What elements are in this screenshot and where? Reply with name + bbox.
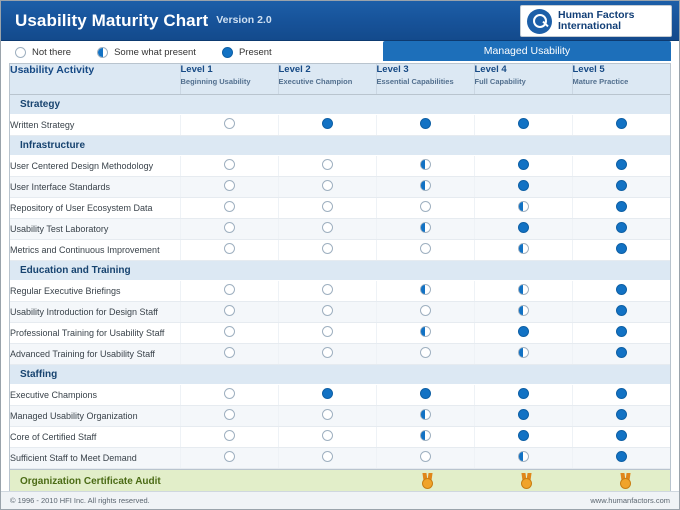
full-circle-icon: [222, 47, 233, 58]
legend-item-present: [222, 47, 272, 58]
maturity-cell-level-2[interactable]: [278, 156, 376, 177]
full-circle-icon: [616, 180, 627, 191]
activity-label: Executive Champions: [10, 385, 180, 406]
activity-label: User Interface Standards: [10, 177, 180, 198]
logo-line-2: International: [558, 20, 622, 32]
table-row: [10, 115, 670, 136]
certificate-medal-icon-level-5: [619, 473, 632, 489]
logo-text: [558, 10, 634, 32]
maturity-cell-level-4[interactable]: [474, 302, 572, 323]
maturity-cell-level-5[interactable]: [572, 156, 670, 177]
half-circle-icon: [518, 284, 529, 295]
column-header-level-3: [376, 64, 474, 95]
copyright-text: © 1996 - 2010 HFI Inc. All rights reserved.: [10, 496, 150, 505]
section-title: Strategy: [10, 95, 670, 115]
maturity-cell-level-4[interactable]: [474, 448, 572, 469]
maturity-cell-level-1[interactable]: [180, 240, 278, 261]
website-text: www.humanfactors.com: [590, 496, 670, 505]
maturity-cell-level-1[interactable]: [180, 219, 278, 240]
level-subtitle: Beginning Usability: [180, 77, 251, 86]
table-row: [10, 281, 670, 302]
maturity-cell-level-2[interactable]: [278, 385, 376, 406]
empty-circle-icon: [322, 305, 333, 316]
empty-circle-icon: [224, 347, 235, 358]
maturity-cell-level-2[interactable]: [278, 219, 376, 240]
maturity-cell-level-5[interactable]: [572, 198, 670, 219]
maturity-cell-level-3[interactable]: [376, 198, 474, 219]
half-circle-icon: [97, 47, 108, 58]
maturity-cell-level-3[interactable]: [376, 219, 474, 240]
full-circle-icon: [616, 451, 627, 462]
maturity-cell-level-1[interactable]: [180, 406, 278, 427]
maturity-cell-level-1[interactable]: [180, 385, 278, 406]
page-title: Usability Maturity Chart: [15, 10, 209, 30]
empty-circle-icon: [224, 243, 235, 254]
maturity-cell-level-5[interactable]: [572, 427, 670, 448]
section-title: Infrastructure: [10, 136, 670, 156]
half-circle-icon: [420, 409, 431, 420]
maturity-cell-level-3[interactable]: [376, 323, 474, 344]
maturity-cell-level-5[interactable]: [572, 448, 670, 469]
managed-usability-banner: Managed Usability: [383, 41, 671, 61]
magnifier-icon: [527, 9, 552, 34]
activity-label: Metrics and Continuous Improvement: [10, 240, 180, 261]
certificate-medal-icon-level-3: [421, 473, 434, 489]
empty-circle-icon: [224, 222, 235, 233]
level-name: Level 1: [180, 64, 213, 75]
maturity-cell-level-4[interactable]: [474, 240, 572, 261]
activity-label: Advanced Training for Usability Staff: [10, 344, 180, 365]
maturity-cell-level-4[interactable]: [474, 427, 572, 448]
company-logo: [520, 5, 672, 37]
level-name: Level 4: [474, 64, 507, 75]
maturity-cell-level-3[interactable]: [376, 427, 474, 448]
maturity-cell-level-1[interactable]: [180, 177, 278, 198]
maturity-cell-level-2[interactable]: [278, 323, 376, 344]
maturity-cell-level-2[interactable]: [278, 344, 376, 365]
full-circle-icon: [420, 388, 431, 399]
empty-circle-icon: [224, 305, 235, 316]
full-circle-icon: [616, 284, 627, 295]
full-circle-icon: [616, 388, 627, 399]
empty-circle-icon: [224, 326, 235, 337]
full-circle-icon: [616, 159, 627, 170]
full-circle-icon: [616, 430, 627, 441]
legend-bar: [1, 41, 679, 63]
level-subtitle: Mature Practice: [572, 77, 629, 86]
full-circle-icon: [518, 159, 529, 170]
maturity-cell-level-5[interactable]: [572, 323, 670, 344]
empty-circle-icon: [224, 284, 235, 295]
empty-circle-icon: [224, 159, 235, 170]
level-name: Level 3: [376, 64, 409, 75]
full-circle-icon: [322, 388, 333, 399]
activity-label: Usability Introduction for Design Staff: [10, 302, 180, 323]
half-circle-icon: [420, 284, 431, 295]
empty-circle-icon: [420, 305, 431, 316]
activity-label: Regular Executive Briefings: [10, 281, 180, 302]
empty-circle-icon: [224, 409, 235, 420]
full-circle-icon: [420, 118, 431, 129]
maturity-cell-level-4[interactable]: [474, 219, 572, 240]
empty-circle-icon: [420, 243, 431, 254]
empty-circle-icon: [224, 118, 235, 129]
empty-circle-icon: [224, 201, 235, 212]
maturity-cell-level-5[interactable]: [572, 219, 670, 240]
maturity-cell-level-1[interactable]: [180, 344, 278, 365]
maturity-table-wrapper: [9, 63, 671, 469]
full-circle-icon: [518, 180, 529, 191]
maturity-cell-level-3[interactable]: [376, 385, 474, 406]
activity-label: Repository of User Ecosystem Data: [10, 198, 180, 219]
maturity-cell-level-3[interactable]: [376, 448, 474, 469]
maturity-cell-level-5[interactable]: [572, 406, 670, 427]
half-circle-icon: [518, 347, 529, 358]
table-row: [10, 219, 670, 240]
empty-circle-icon: [224, 451, 235, 462]
maturity-cell-level-1[interactable]: [180, 156, 278, 177]
legend-item-not-there: [15, 47, 71, 58]
table-row: [10, 177, 670, 198]
activity-label: User Centered Design Methodology: [10, 156, 180, 177]
maturity-cell-level-5[interactable]: [572, 302, 670, 323]
table-row: [10, 240, 670, 261]
organization-certificate-audit-row: [9, 469, 671, 493]
maturity-cell-level-4[interactable]: [474, 406, 572, 427]
version-label: Version 2.0: [216, 14, 272, 26]
legend-label: Not there: [32, 46, 72, 58]
full-circle-icon: [616, 201, 627, 212]
maturity-cell-level-1[interactable]: [180, 198, 278, 219]
level-subtitle: Full Capability: [474, 77, 526, 86]
empty-circle-icon: [15, 47, 26, 58]
column-header-level-2: [278, 64, 376, 95]
activity-label: Professional Training for Usability Staff: [10, 323, 180, 344]
empty-circle-icon: [322, 243, 333, 254]
section-title: Staffing: [10, 365, 670, 385]
empty-circle-icon: [322, 430, 333, 441]
table-body: [10, 95, 670, 469]
full-circle-icon: [616, 118, 627, 129]
full-circle-icon: [322, 118, 333, 129]
section-row: [10, 95, 670, 115]
maturity-cell-level-5[interactable]: [572, 385, 670, 406]
maturity-cell-level-3[interactable]: [376, 302, 474, 323]
activity-label: Core of Certified Staff: [10, 427, 180, 448]
full-circle-icon: [518, 409, 529, 420]
maturity-cell-level-2[interactable]: [278, 177, 376, 198]
full-circle-icon: [518, 326, 529, 337]
half-circle-icon: [518, 305, 529, 316]
half-circle-icon: [420, 222, 431, 233]
maturity-cell-level-1[interactable]: [180, 448, 278, 469]
maturity-cell-level-3[interactable]: [376, 156, 474, 177]
legend-label: Present: [238, 46, 272, 58]
maturity-cell-level-4[interactable]: [474, 323, 572, 344]
app-header: [1, 1, 679, 41]
maturity-cell-level-3[interactable]: [376, 344, 474, 365]
full-circle-icon: [518, 118, 529, 129]
full-circle-icon: [616, 326, 627, 337]
half-circle-icon: [420, 430, 431, 441]
legend-item-some-what-present: [97, 47, 196, 58]
activity-label: Usability Test Laboratory: [10, 219, 180, 240]
maturity-cell-level-4[interactable]: [474, 385, 572, 406]
maturity-cell-level-4[interactable]: [474, 344, 572, 365]
half-circle-icon: [420, 180, 431, 191]
maturity-cell-level-2[interactable]: [278, 406, 376, 427]
half-circle-icon: [518, 201, 529, 212]
half-circle-icon: [518, 243, 529, 254]
table-row: [10, 198, 670, 219]
maturity-cell-level-5[interactable]: [572, 344, 670, 365]
activity-label: Sufficient Staff to Meet Demand: [10, 448, 180, 469]
maturity-cell-level-3[interactable]: [376, 115, 474, 136]
maturity-table: [10, 64, 670, 469]
audit-label: Organization Certificate Audit: [20, 475, 161, 487]
maturity-cell-level-2[interactable]: [278, 448, 376, 469]
full-circle-icon: [518, 222, 529, 233]
footer-bar: [1, 491, 679, 509]
full-circle-icon: [616, 305, 627, 316]
section-title: Education and Training: [10, 261, 670, 281]
maturity-cell-level-5[interactable]: [572, 281, 670, 302]
maturity-cell-level-3[interactable]: [376, 406, 474, 427]
level-subtitle: Essential Capabilities: [376, 77, 454, 86]
table-row: [10, 385, 670, 406]
empty-circle-icon: [322, 180, 333, 191]
table-row: [10, 427, 670, 448]
maturity-cell-level-4[interactable]: [474, 281, 572, 302]
section-row: [10, 261, 670, 281]
maturity-cell-level-5[interactable]: [572, 177, 670, 198]
maturity-cell-level-2[interactable]: [278, 281, 376, 302]
full-circle-icon: [616, 243, 627, 254]
column-header-activity: Usability Activity: [10, 64, 180, 95]
table-row: [10, 344, 670, 365]
half-circle-icon: [420, 159, 431, 170]
empty-circle-icon: [322, 347, 333, 358]
maturity-cell-level-5[interactable]: [572, 240, 670, 261]
empty-circle-icon: [322, 409, 333, 420]
maturity-cell-level-5[interactable]: [572, 115, 670, 136]
maturity-cell-level-2[interactable]: [278, 302, 376, 323]
table-row: [10, 302, 670, 323]
maturity-cell-level-1[interactable]: [180, 427, 278, 448]
empty-circle-icon: [420, 347, 431, 358]
maturity-cell-level-3[interactable]: [376, 177, 474, 198]
empty-circle-icon: [224, 430, 235, 441]
empty-circle-icon: [322, 326, 333, 337]
half-circle-icon: [518, 451, 529, 462]
empty-circle-icon: [224, 388, 235, 399]
empty-circle-icon: [420, 451, 431, 462]
column-header-level-4: [474, 64, 572, 95]
maturity-cell-level-1[interactable]: [180, 281, 278, 302]
half-circle-icon: [420, 326, 431, 337]
empty-circle-icon: [322, 222, 333, 233]
activity-label: Managed Usability Organization: [10, 406, 180, 427]
column-header-level-5: [572, 64, 670, 95]
full-circle-icon: [616, 222, 627, 233]
maturity-cell-level-2[interactable]: [278, 240, 376, 261]
maturity-cell-level-1[interactable]: [180, 302, 278, 323]
logo-line-1: Human Factors: [558, 9, 635, 21]
empty-circle-icon: [322, 159, 333, 170]
maturity-cell-level-1[interactable]: [180, 115, 278, 136]
activity-label: Written Strategy: [10, 115, 180, 136]
maturity-cell-level-4[interactable]: [474, 177, 572, 198]
column-header-level-1: [180, 64, 278, 95]
table-row: [10, 448, 670, 469]
level-name: Level 2: [278, 64, 311, 75]
maturity-cell-level-4[interactable]: [474, 115, 572, 136]
maturity-cell-level-3[interactable]: [376, 240, 474, 261]
empty-circle-icon: [224, 180, 235, 191]
maturity-cell-level-2[interactable]: [278, 427, 376, 448]
empty-circle-icon: [322, 451, 333, 462]
maturity-cell-level-1[interactable]: [180, 323, 278, 344]
full-circle-icon: [518, 388, 529, 399]
level-subtitle: Executive Champion: [278, 77, 353, 86]
table-header: [10, 64, 670, 95]
maturity-cell-level-4[interactable]: [474, 156, 572, 177]
full-circle-icon: [518, 430, 529, 441]
level-name: Level 5: [572, 64, 605, 75]
empty-circle-icon: [420, 201, 431, 212]
maturity-cell-level-4[interactable]: [474, 198, 572, 219]
legend-label: Some what present: [114, 46, 196, 58]
table-row: [10, 406, 670, 427]
certificate-medal-icon-level-4: [520, 473, 533, 489]
maturity-cell-level-2[interactable]: [278, 115, 376, 136]
table-row: [10, 323, 670, 344]
full-circle-icon: [616, 347, 627, 358]
empty-circle-icon: [322, 201, 333, 212]
section-row: [10, 365, 670, 385]
table-row: [10, 156, 670, 177]
empty-circle-icon: [322, 284, 333, 295]
maturity-cell-level-3[interactable]: [376, 281, 474, 302]
section-row: [10, 136, 670, 156]
maturity-cell-level-2[interactable]: [278, 198, 376, 219]
full-circle-icon: [616, 409, 627, 420]
